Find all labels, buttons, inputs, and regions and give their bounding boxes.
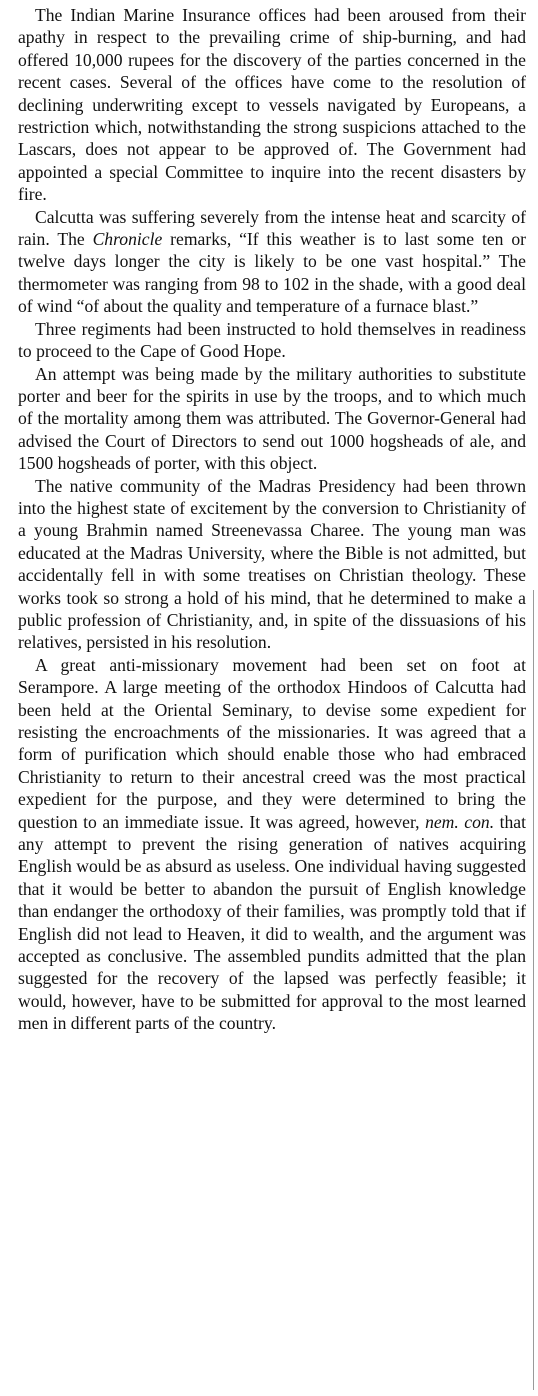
paragraph-calcutta-heat: Calcutta was suffering severely from the intense heat and scarcity of rain. The Chronicle remarks, “If this weather is to last some ten or twelve days longer the city is likely to be one vast hospital.” The thermometer was ranging from 98 to 102 in the shade, with a good deal of wind “of about the quality and temperature of a furnace blast.” bbox=[18, 206, 526, 317]
paragraph-marine-insurance: The Indian Marine Insurance offices had been aroused from their apathy in respect to the prevailing crime of ship-burning, and had offered 10,000 rupees for the discovery of the parties concerned in the recent cases. Several of the offices have come to the resolution of declining underwriting except to vessels navigated by Europeans, a restriction which, notwithstanding the strong suspicions attached to the Lascars, does not appear to be approved of. The Government had appointed a special Committee to inquire into the recent disasters by fire. bbox=[18, 5, 526, 205]
column-rule bbox=[533, 590, 534, 1390]
paragraph-anti-missionary: A great anti-missionary movement had been set on foot at Serampore. A large meeting of the orthodox Hindoos of Calcutta had been held at the Oriental Seminary, to devise some expedient for resisting the encroachments of the missionaries. It was agreed that a form of purification which should enable those who had embraced Christianity to return to their ancestral creed was the most practical expedient for the purpose, and they were determined to bring the question to an immediate issue. It was agreed, however, nem. con. that any attempt to prevent the rising generation of natives acquiring English would be as absurd as useless. One individual having suggested that it would be better to abandon the pursuit of English knowledge than endanger the orthodoxy of their families, was promptly told that if English did not lead to Heaven, it did to wealth, and the argument was accepted as conclusive. The assembled pundits admitted that the plan suggested for the recovery of the lapsed was perfectly feasible; it would, however, have to be submitted for approval to the most learned men in different parts of the country. bbox=[18, 654, 526, 1034]
paragraph-madras-conversion: The native community of the Madras Presidency had been thrown into the highest state of excitement by the conversion to Christianity of a young Brahmin named Streenevassa Charee. The young man was educated at the Madras University, where the Bible is not admitted, but accidentally fell in with some treatises on Christian theology. These works took so strong a hold of his mind, that he determined to make a public profession of Christianity, and, in spite of the dissuasions of his relatives, persisted in his resolution. bbox=[18, 475, 526, 653]
paragraph-three-regiments: Three regiments had been instructed to hold themselves in readiness to proceed to the Cape of Good Hope. bbox=[18, 318, 526, 362]
article-column bbox=[18, 4, 526, 1035]
paragraph-porter-and-beer: An attempt was being made by the military authorities to substitute porter and beer for the spirits in use by the troops, and to which much of the mortality among them was attributed. The Governor-General had advised the Court of Directors to send out 1000 hogsheads of ale, and 1500 hogsheads of porter, with this object. bbox=[18, 363, 526, 474]
